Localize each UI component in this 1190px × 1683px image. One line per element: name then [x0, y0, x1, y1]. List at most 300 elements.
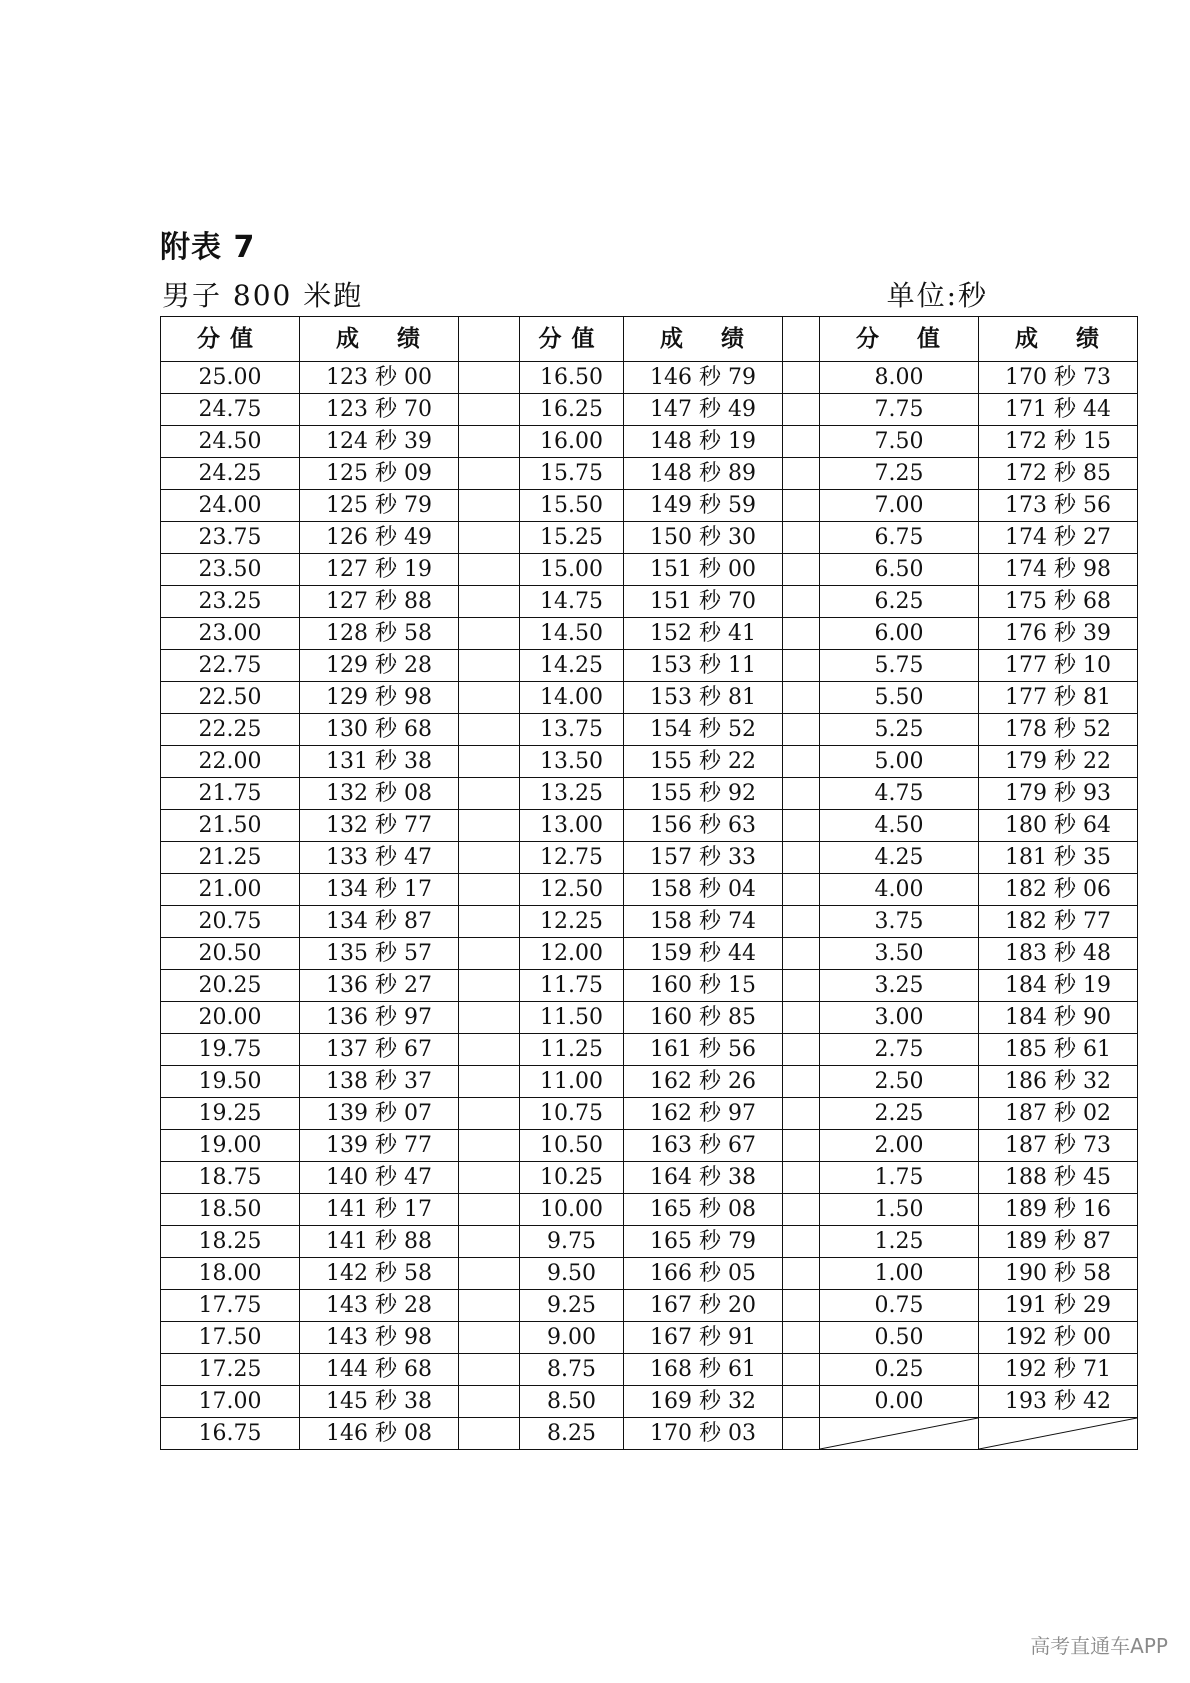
result-cell: 167 秒 91: [624, 1322, 783, 1354]
table-row: [161, 778, 1138, 810]
score-cell: 12.25: [520, 906, 624, 938]
result-cell: 184 秒 19: [979, 970, 1138, 1002]
column-gap: [459, 1226, 520, 1258]
result-cell: 134 秒 17: [300, 874, 459, 906]
result-cell: 123 秒 00: [300, 362, 459, 394]
result-cell: 141 秒 17: [300, 1194, 459, 1226]
score-cell: 21.00: [161, 874, 300, 906]
table-row: [161, 1386, 1138, 1418]
result-cell: 141 秒 88: [300, 1226, 459, 1258]
table-row: [161, 874, 1138, 906]
result-cell: 167 秒 20: [624, 1290, 783, 1322]
score-cell: 2.75: [820, 1034, 979, 1066]
column-gap: [783, 1290, 820, 1322]
column-gap: [459, 1002, 520, 1034]
result-cell: 165 秒 79: [624, 1226, 783, 1258]
score-cell: 11.75: [520, 970, 624, 1002]
result-cell: 179 秒 93: [979, 778, 1138, 810]
result-cell: 137 秒 67: [300, 1034, 459, 1066]
score-cell: 3.25: [820, 970, 979, 1002]
score-cell: 17.00: [161, 1386, 300, 1418]
score-cell: 4.00: [820, 874, 979, 906]
column-gap: [459, 970, 520, 1002]
result-cell: 174 秒 98: [979, 554, 1138, 586]
table-row: [161, 1034, 1138, 1066]
score-cell: 17.25: [161, 1354, 300, 1386]
score-cell: 15.75: [520, 458, 624, 490]
result-cell: 134 秒 87: [300, 906, 459, 938]
table-row: [161, 970, 1138, 1002]
score-cell: 15.25: [520, 522, 624, 554]
score-cell: 20.25: [161, 970, 300, 1002]
result-cell: 164 秒 38: [624, 1162, 783, 1194]
score-cell: 24.50: [161, 426, 300, 458]
result-cell: 193 秒 42: [979, 1386, 1138, 1418]
table-row: [161, 458, 1138, 490]
score-cell: 24.00: [161, 490, 300, 522]
table-row: [161, 1354, 1138, 1386]
result-cell: 126 秒 49: [300, 522, 459, 554]
result-cell: 176 秒 39: [979, 618, 1138, 650]
table-row: [161, 714, 1138, 746]
result-cell: 161 秒 56: [624, 1034, 783, 1066]
result-cell: 165 秒 08: [624, 1194, 783, 1226]
column-gap: [783, 1098, 820, 1130]
column-gap: [783, 1130, 820, 1162]
result-cell: 135 秒 57: [300, 938, 459, 970]
column-gap: [783, 317, 820, 362]
score-cell: 0.50: [820, 1322, 979, 1354]
column-gap: [459, 362, 520, 394]
score-cell: 0.00: [820, 1386, 979, 1418]
score-cell: 9.50: [520, 1258, 624, 1290]
column-gap: [783, 842, 820, 874]
column-gap: [459, 810, 520, 842]
result-cell: 127 秒 19: [300, 554, 459, 586]
result-cell: 131 秒 38: [300, 746, 459, 778]
result-cell: 160 秒 15: [624, 970, 783, 1002]
result-cell: 157 秒 33: [624, 842, 783, 874]
column-gap: [459, 714, 520, 746]
result-cell: 146 秒 79: [624, 362, 783, 394]
column-gap: [459, 490, 520, 522]
column-gap: [459, 1258, 520, 1290]
column-gap: [783, 778, 820, 810]
result-cell: 181 秒 35: [979, 842, 1138, 874]
column-gap: [783, 490, 820, 522]
score-cell: 4.75: [820, 778, 979, 810]
result-cell: 142 秒 58: [300, 1258, 459, 1290]
column-gap: [459, 1322, 520, 1354]
result-cell: 129 秒 28: [300, 650, 459, 682]
result-cell: 151 秒 70: [624, 586, 783, 618]
score-cell: 7.75: [820, 394, 979, 426]
result-cell: 187 秒 02: [979, 1098, 1138, 1130]
score-cell: 13.00: [520, 810, 624, 842]
column-gap: [459, 394, 520, 426]
column-gap: [783, 1066, 820, 1098]
column-gap: [783, 1162, 820, 1194]
table-row: [161, 682, 1138, 714]
score-cell: 4.25: [820, 842, 979, 874]
column-gap: [459, 906, 520, 938]
table-row: [161, 746, 1138, 778]
result-cell: 132 秒 08: [300, 778, 459, 810]
result-cell: 144 秒 68: [300, 1354, 459, 1386]
result-cell: 177 秒 81: [979, 682, 1138, 714]
result-cell: 139 秒 07: [300, 1098, 459, 1130]
result-cell: 139 秒 77: [300, 1130, 459, 1162]
score-cell: 18.00: [161, 1258, 300, 1290]
score-cell: 11.25: [520, 1034, 624, 1066]
column-gap: [459, 522, 520, 554]
result-header: 成绩: [624, 317, 783, 362]
score-cell: 22.25: [161, 714, 300, 746]
column-gap: [783, 554, 820, 586]
score-cell: 14.00: [520, 682, 624, 714]
result-cell: 155 秒 22: [624, 746, 783, 778]
column-gap: [783, 1002, 820, 1034]
column-gap: [783, 746, 820, 778]
column-gap: [459, 1034, 520, 1066]
score-cell: 15.00: [520, 554, 624, 586]
score-cell: 5.75: [820, 650, 979, 682]
column-gap: [783, 714, 820, 746]
column-gap: [459, 1194, 520, 1226]
result-cell: 123 秒 70: [300, 394, 459, 426]
score-cell: 8.25: [520, 1418, 624, 1450]
score-cell: 1.75: [820, 1162, 979, 1194]
table-row: [161, 906, 1138, 938]
score-cell: 1.00: [820, 1258, 979, 1290]
score-cell: 6.00: [820, 618, 979, 650]
score-cell: 12.00: [520, 938, 624, 970]
column-gap: [459, 317, 520, 362]
column-gap: [459, 650, 520, 682]
result-cell: 136 秒 27: [300, 970, 459, 1002]
result-cell: 148 秒 89: [624, 458, 783, 490]
score-cell: 6.25: [820, 586, 979, 618]
result-cell: 151 秒 00: [624, 554, 783, 586]
empty-cell: [820, 1418, 979, 1450]
table-row: [161, 1258, 1138, 1290]
result-cell: 129 秒 98: [300, 682, 459, 714]
table-title: 男子 800 米跑: [162, 279, 364, 312]
column-gap: [459, 1290, 520, 1322]
column-gap: [783, 682, 820, 714]
result-cell: 136 秒 97: [300, 1002, 459, 1034]
result-cell: 178 秒 52: [979, 714, 1138, 746]
column-gap: [459, 1354, 520, 1386]
result-cell: 174 秒 27: [979, 522, 1138, 554]
column-gap: [783, 1194, 820, 1226]
score-cell: 4.50: [820, 810, 979, 842]
column-gap: [783, 426, 820, 458]
score-cell: 15.50: [520, 490, 624, 522]
table-row: [161, 618, 1138, 650]
result-cell: 130 秒 68: [300, 714, 459, 746]
result-cell: 162 秒 26: [624, 1066, 783, 1098]
table-row: [161, 1098, 1138, 1130]
column-gap: [459, 1098, 520, 1130]
score-cell: 6.50: [820, 554, 979, 586]
result-cell: 150 秒 30: [624, 522, 783, 554]
result-header: 成绩: [300, 317, 459, 362]
score-cell: 19.50: [161, 1066, 300, 1098]
column-gap: [783, 1226, 820, 1258]
score-cell: 23.25: [161, 586, 300, 618]
score-table: [160, 316, 1138, 1450]
column-gap: [459, 586, 520, 618]
column-gap: [459, 1386, 520, 1418]
table-row: [161, 1290, 1138, 1322]
score-cell: 10.25: [520, 1162, 624, 1194]
score-cell: 10.75: [520, 1098, 624, 1130]
result-cell: 188 秒 45: [979, 1162, 1138, 1194]
score-cell: 11.00: [520, 1066, 624, 1098]
table-row: [161, 1322, 1138, 1354]
score-cell: 6.75: [820, 522, 979, 554]
table-row: [161, 1194, 1138, 1226]
score-cell: 0.75: [820, 1290, 979, 1322]
column-gap: [783, 1418, 820, 1450]
table-row: [161, 394, 1138, 426]
column-gap: [459, 1066, 520, 1098]
score-cell: 3.50: [820, 938, 979, 970]
score-cell: 7.50: [820, 426, 979, 458]
score-cell: 2.00: [820, 1130, 979, 1162]
result-cell: 143 秒 98: [300, 1322, 459, 1354]
table-row: [161, 1226, 1138, 1258]
column-gap: [783, 362, 820, 394]
result-cell: 170 秒 73: [979, 362, 1138, 394]
column-gap: [783, 522, 820, 554]
column-gap: [459, 778, 520, 810]
result-cell: 172 秒 15: [979, 426, 1138, 458]
score-cell: 9.00: [520, 1322, 624, 1354]
table-row: [161, 490, 1138, 522]
result-cell: 168 秒 61: [624, 1354, 783, 1386]
result-cell: 153 秒 11: [624, 650, 783, 682]
table-row: [161, 554, 1138, 586]
result-cell: 160 秒 85: [624, 1002, 783, 1034]
result-cell: 170 秒 03: [624, 1418, 783, 1450]
result-cell: 172 秒 85: [979, 458, 1138, 490]
score-cell: 11.50: [520, 1002, 624, 1034]
result-cell: 183 秒 48: [979, 938, 1138, 970]
table-row: [161, 586, 1138, 618]
result-cell: 171 秒 44: [979, 394, 1138, 426]
result-cell: 187 秒 73: [979, 1130, 1138, 1162]
result-cell: 179 秒 22: [979, 746, 1138, 778]
result-cell: 175 秒 68: [979, 586, 1138, 618]
score-cell: 1.50: [820, 1194, 979, 1226]
result-cell: 173 秒 56: [979, 490, 1138, 522]
result-cell: 177 秒 10: [979, 650, 1138, 682]
score-cell: 14.50: [520, 618, 624, 650]
result-cell: 192 秒 71: [979, 1354, 1138, 1386]
score-cell: 18.50: [161, 1194, 300, 1226]
table-row: [161, 362, 1138, 394]
column-gap: [459, 746, 520, 778]
result-cell: 145 秒 38: [300, 1386, 459, 1418]
column-gap: [783, 970, 820, 1002]
score-cell: 20.00: [161, 1002, 300, 1034]
result-cell: 148 秒 19: [624, 426, 783, 458]
score-cell: 12.50: [520, 874, 624, 906]
score-cell: 16.25: [520, 394, 624, 426]
result-cell: 138 秒 37: [300, 1066, 459, 1098]
result-cell: 189 秒 87: [979, 1226, 1138, 1258]
score-cell: 10.50: [520, 1130, 624, 1162]
column-gap: [459, 842, 520, 874]
result-cell: 133 秒 47: [300, 842, 459, 874]
result-cell: 159 秒 44: [624, 938, 783, 970]
score-cell: 5.00: [820, 746, 979, 778]
score-cell: 1.25: [820, 1226, 979, 1258]
score-cell: 23.00: [161, 618, 300, 650]
result-cell: 182 秒 77: [979, 906, 1138, 938]
score-cell: 14.75: [520, 586, 624, 618]
appendix-title: 附表 7: [160, 230, 256, 265]
result-cell: 155 秒 92: [624, 778, 783, 810]
score-cell: 18.25: [161, 1226, 300, 1258]
score-cell: 19.25: [161, 1098, 300, 1130]
result-header: 成绩: [979, 317, 1138, 362]
score-cell: 7.00: [820, 490, 979, 522]
column-gap: [459, 554, 520, 586]
score-cell: 5.25: [820, 714, 979, 746]
column-gap: [783, 618, 820, 650]
score-cell: 21.25: [161, 842, 300, 874]
result-cell: 158 秒 74: [624, 906, 783, 938]
result-cell: 186 秒 32: [979, 1066, 1138, 1098]
column-gap: [459, 938, 520, 970]
result-cell: 190 秒 58: [979, 1258, 1138, 1290]
score-cell: 21.75: [161, 778, 300, 810]
result-cell: 184 秒 90: [979, 1002, 1138, 1034]
result-cell: 180 秒 64: [979, 810, 1138, 842]
score-cell: 25.00: [161, 362, 300, 394]
result-cell: 127 秒 88: [300, 586, 459, 618]
result-cell: 153 秒 81: [624, 682, 783, 714]
score-cell: 13.25: [520, 778, 624, 810]
score-header: 分值: [520, 317, 624, 362]
score-cell: 3.75: [820, 906, 979, 938]
table-row: [161, 1002, 1138, 1034]
score-cell: 13.50: [520, 746, 624, 778]
score-cell: 21.50: [161, 810, 300, 842]
column-gap: [459, 1162, 520, 1194]
column-gap: [459, 874, 520, 906]
table-row: [161, 426, 1138, 458]
score-cell: 5.50: [820, 682, 979, 714]
column-gap: [459, 426, 520, 458]
score-cell: 2.50: [820, 1066, 979, 1098]
score-cell: 14.25: [520, 650, 624, 682]
column-gap: [783, 394, 820, 426]
score-cell: 17.50: [161, 1322, 300, 1354]
score-cell: 3.00: [820, 1002, 979, 1034]
result-cell: 182 秒 06: [979, 874, 1138, 906]
score-cell: 8.50: [520, 1386, 624, 1418]
watermark: 高考直通车APP: [1030, 1634, 1168, 1658]
column-gap: [783, 1258, 820, 1290]
score-table-body: [161, 362, 1138, 1450]
result-cell: 140 秒 47: [300, 1162, 459, 1194]
score-cell: 8.00: [820, 362, 979, 394]
result-cell: 156 秒 63: [624, 810, 783, 842]
score-cell: 17.75: [161, 1290, 300, 1322]
result-cell: 128 秒 58: [300, 618, 459, 650]
column-gap: [783, 1354, 820, 1386]
column-gap: [783, 1034, 820, 1066]
result-cell: 146 秒 08: [300, 1418, 459, 1450]
score-cell: 19.75: [161, 1034, 300, 1066]
score-cell: 9.75: [520, 1226, 624, 1258]
result-cell: 125 秒 79: [300, 490, 459, 522]
diagonal-slash: [820, 1418, 978, 1449]
score-cell: 13.75: [520, 714, 624, 746]
result-cell: 125 秒 09: [300, 458, 459, 490]
diagonal-slash: [979, 1418, 1137, 1449]
score-cell: 7.25: [820, 458, 979, 490]
score-cell: 9.25: [520, 1290, 624, 1322]
column-gap: [783, 458, 820, 490]
table-row: [161, 522, 1138, 554]
score-cell: 24.25: [161, 458, 300, 490]
result-cell: 132 秒 77: [300, 810, 459, 842]
score-cell: 18.75: [161, 1162, 300, 1194]
column-gap: [459, 458, 520, 490]
score-cell: 0.25: [820, 1354, 979, 1386]
score-cell: 16.50: [520, 362, 624, 394]
column-gap: [783, 810, 820, 842]
result-cell: 166 秒 05: [624, 1258, 783, 1290]
header-row: [161, 317, 1138, 362]
table-row: [161, 1066, 1138, 1098]
result-cell: 154 秒 52: [624, 714, 783, 746]
result-cell: 189 秒 16: [979, 1194, 1138, 1226]
result-cell: 124 秒 39: [300, 426, 459, 458]
column-gap: [459, 682, 520, 714]
table-row: [161, 650, 1138, 682]
result-cell: 191 秒 29: [979, 1290, 1138, 1322]
score-cell: 22.75: [161, 650, 300, 682]
result-cell: 192 秒 00: [979, 1322, 1138, 1354]
score-header: 分值: [820, 317, 979, 362]
score-cell: 20.75: [161, 906, 300, 938]
column-gap: [783, 650, 820, 682]
result-cell: 158 秒 04: [624, 874, 783, 906]
result-cell: 163 秒 67: [624, 1130, 783, 1162]
result-cell: 152 秒 41: [624, 618, 783, 650]
table-row: [161, 1418, 1138, 1450]
score-cell: 8.75: [520, 1354, 624, 1386]
result-cell: 162 秒 97: [624, 1098, 783, 1130]
column-gap: [783, 586, 820, 618]
result-cell: 185 秒 61: [979, 1034, 1138, 1066]
result-cell: 149 秒 59: [624, 490, 783, 522]
score-header: 分值: [161, 317, 300, 362]
result-cell: 143 秒 28: [300, 1290, 459, 1322]
result-cell: 169 秒 32: [624, 1386, 783, 1418]
score-cell: 16.00: [520, 426, 624, 458]
column-gap: [783, 1386, 820, 1418]
column-gap: [783, 906, 820, 938]
score-cell: 12.75: [520, 842, 624, 874]
empty-cell: [979, 1418, 1138, 1450]
